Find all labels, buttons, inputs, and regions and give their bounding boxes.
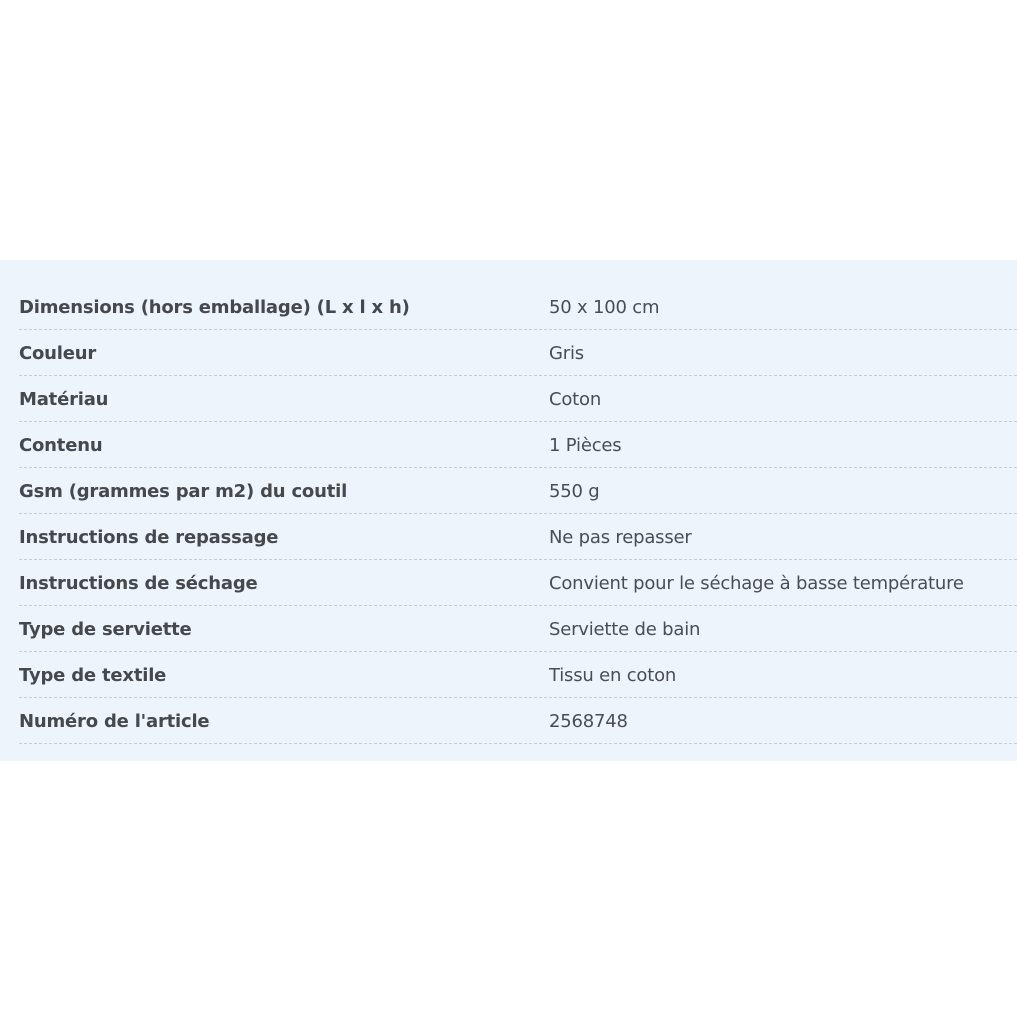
spec-label: Instructions de séchage [19,572,258,594]
spec-row-gsm [19,469,1017,514]
spec-label: Numéro de l'article [19,710,210,732]
spec-value: Gris [549,342,584,364]
spec-label: Instructions de repassage [19,526,279,548]
spec-label: Matériau [19,388,109,410]
spec-row-dimensions [19,285,1017,330]
spec-row-towel-type [19,607,1017,652]
spec-value: 2568748 [549,710,628,732]
product-specs-table [19,285,1017,745]
spec-row-drying [19,561,1017,606]
spec-row-ironing [19,515,1017,560]
spec-label: Type de serviette [19,618,192,640]
spec-label: Gsm (grammes par m2) du coutil [19,480,348,502]
spec-value: Tissu en coton [549,664,677,686]
spec-row-color [19,331,1017,376]
spec-row-material [19,377,1017,422]
spec-value: 50 x 100 cm [549,296,660,318]
spec-value: Coton [549,388,602,410]
spec-label: Couleur [19,342,97,364]
spec-value: Convient pour le séchage à basse température [549,572,964,594]
spec-label: Dimensions (hors emballage) (L x l x h) [19,296,410,318]
spec-row-article-number [19,699,1017,744]
spec-label: Contenu [19,434,103,456]
spec-row-content [19,423,1017,468]
spec-value: Serviette de bain [549,618,701,640]
spec-value: Ne pas repasser [549,526,692,548]
spec-label: Type de textile [19,664,167,686]
spec-value: 1 Pièces [549,434,622,456]
spec-row-textile-type [19,653,1017,698]
spec-value: 550 g [549,480,600,502]
